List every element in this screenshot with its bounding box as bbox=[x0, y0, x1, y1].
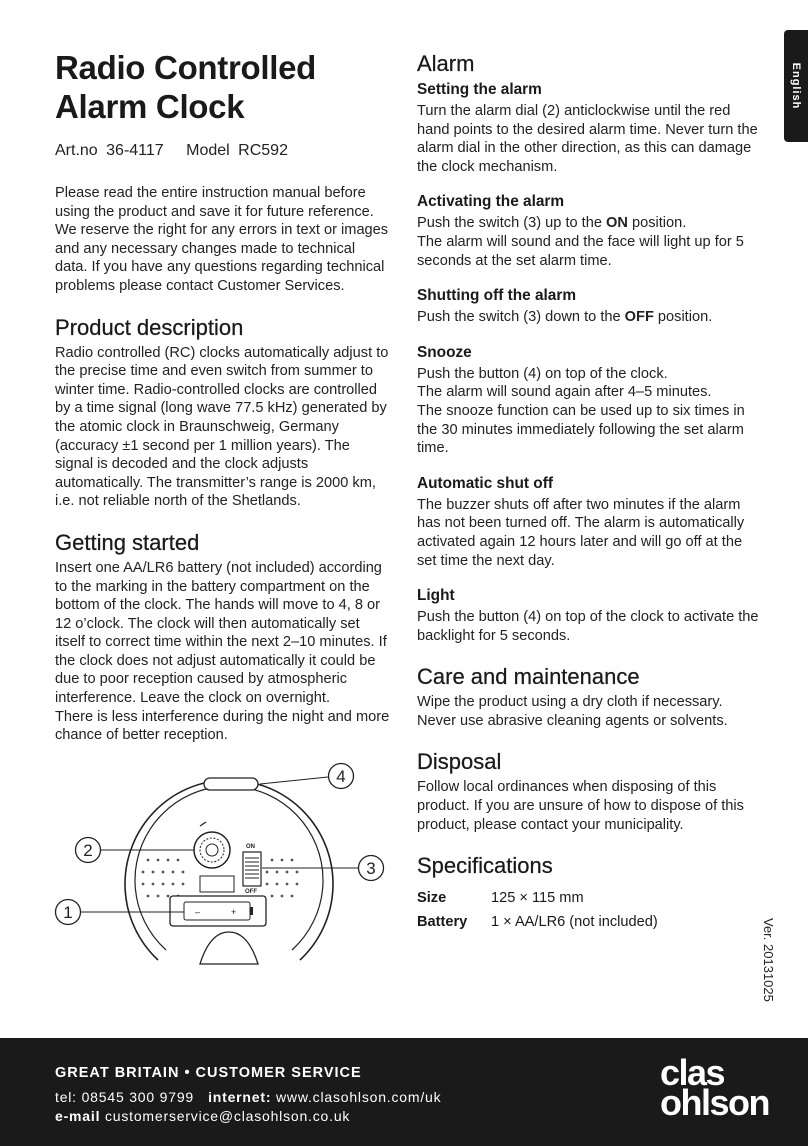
callout-2: 2 bbox=[83, 841, 93, 860]
internet-label: internet: bbox=[208, 1089, 272, 1105]
clock-rear-diagram bbox=[50, 760, 390, 990]
footer bbox=[0, 1038, 808, 1146]
battery-plus: + bbox=[231, 907, 237, 917]
callout-3: 3 bbox=[366, 859, 376, 878]
email-link[interactable]: customerservice@clasohlson.co.uk bbox=[104, 1108, 351, 1124]
auto-shutoff-text: The buzzer shuts off after two minutes if the alarm has not been turned off. The alarm is automatically activated again 12 hours later and will go off at the set time the next day. bbox=[417, 496, 745, 569]
snooze-text-1: Push the button (4) on top of the clock. bbox=[417, 365, 668, 382]
snooze-button-shape bbox=[204, 778, 258, 790]
activating-alarm-heading: Activating the alarm bbox=[417, 193, 565, 211]
light-text: Push the button (4) on top of the clock to activate the backlight for 5 seconds. bbox=[417, 609, 759, 644]
logo-line-1: clas bbox=[660, 1052, 725, 1093]
spec-value: 1 × AA/LR6 (not included) bbox=[491, 914, 658, 931]
snooze-text-2: The alarm will sound again after 4–5 minutes. bbox=[417, 384, 712, 401]
version-label: Ver. 20131025 bbox=[761, 918, 776, 1002]
care-text: Wipe the product using a dry cloth if necessary. Never use abrasive cleaning agents or solvents. bbox=[417, 694, 728, 729]
document-title bbox=[55, 48, 391, 126]
language-tab bbox=[784, 30, 808, 142]
specifications-table bbox=[417, 886, 658, 934]
footer-email bbox=[55, 1108, 350, 1124]
spec-row-battery bbox=[417, 910, 658, 934]
getting-started-text-1: Insert one AA/LR6 battery (not included) according to the marking in the battery compartment on the bottom of the clock. The hands will move to 4, 8 or 12 o’clock. The clock will then automatically set itself to correct time within the next 2–10 minutes. If the clock does not adjust automatically it could be due to poor reception caused by atmospheric interference. Leave the clock on overnight. bbox=[55, 559, 387, 707]
care-heading: Care and maintenance bbox=[417, 664, 640, 690]
activating-alarm-text-2: The alarm will sound and the face will light up for 5 seconds at the set alarm time. bbox=[417, 233, 744, 269]
spec-row-size bbox=[417, 886, 658, 910]
getting-started-text-2: There is less interference during the night and more chance of better reception. bbox=[55, 708, 390, 744]
art-value: 36-4117 bbox=[106, 142, 164, 159]
battery-shape bbox=[184, 902, 250, 920]
specifications-heading: Specifications bbox=[417, 853, 553, 879]
alarm-heading: Alarm bbox=[417, 51, 475, 76]
spec-key: Size bbox=[417, 890, 447, 907]
activating-alarm-text: Push the switch (3) up to the ON position. bbox=[417, 215, 687, 232]
language-label: English bbox=[790, 62, 802, 110]
getting-started-heading: Getting started bbox=[55, 529, 200, 555]
disposal-heading: Disposal bbox=[417, 749, 502, 775]
tel-label: tel: bbox=[55, 1089, 77, 1105]
logo-line-2: ohlson bbox=[660, 1082, 769, 1123]
spec-value: 125 × 115 mm bbox=[491, 890, 584, 907]
callout-4: 4 bbox=[336, 767, 346, 786]
footer-customer-service: GREAT BRITAIN • CUSTOMER SERVICE bbox=[55, 1065, 362, 1081]
shutting-alarm-heading: Shutting off the alarm bbox=[417, 287, 577, 305]
callout-line-4 bbox=[260, 777, 328, 784]
snooze-text-3: The snooze function can be used up to six times in the 30 minutes immediately following the set alarm time. bbox=[417, 402, 745, 457]
model-label: Model bbox=[186, 142, 230, 159]
light-heading: Light bbox=[417, 587, 455, 605]
internet-link[interactable]: www.clasohlson.com/uk bbox=[276, 1089, 442, 1105]
disposal-text: Follow local ordinances when disposing of this product. If you are unsure of how to dispose of this product, please contact your municipality. bbox=[417, 779, 744, 833]
right-column bbox=[417, 50, 762, 934]
product-heading: Product description bbox=[55, 314, 244, 340]
on-off-switch bbox=[243, 852, 261, 886]
shutting-alarm-text: Push the switch (3) down to the OFF position. bbox=[417, 309, 713, 326]
model-value: RC592 bbox=[238, 142, 288, 159]
footer-contact bbox=[55, 1089, 441, 1105]
setting-alarm-text: Turn the alarm dial (2) anticlockwise until the red hand points to the desired alarm time. Never turn the alarm dial in the other direction, as this can damage the clock mechanism. bbox=[417, 103, 758, 175]
spec-key: Battery bbox=[417, 914, 468, 931]
title-line-1: Radio Controlled bbox=[55, 49, 317, 86]
alarm-dial-center bbox=[206, 844, 218, 856]
email-label: e-mail bbox=[55, 1108, 101, 1124]
setting-alarm-heading: Setting the alarm bbox=[417, 81, 542, 98]
product-text: Radio controlled (RC) clocks automatically adjust to the precise time and even switch from summer to winter time. Radio-controlled clocks are controlled by a time signal (long wave 77.5 kHz) generated by the atomic clock in Braunschweig, Germany (accuracy ±1 second per 1 million years). The signal is decoded and the clock adjusts automatically. The transmitter’s range is 2000 km, i.e. not reliable north of the Shetlands. bbox=[55, 344, 389, 510]
battery-minus: – bbox=[195, 907, 201, 917]
title-line-2: Alarm Clock bbox=[55, 88, 245, 125]
label-window bbox=[200, 876, 234, 892]
switch-on-label: ON bbox=[246, 844, 255, 850]
tel-value[interactable]: 08545 300 9799 bbox=[81, 1089, 195, 1105]
art-label: Art.no bbox=[55, 142, 98, 159]
battery-terminal bbox=[250, 907, 253, 915]
switch-off-label: OFF bbox=[245, 889, 257, 895]
callout-1: 1 bbox=[63, 903, 73, 922]
intro-text: Please read the entire instruction manual before using the product and save it for future reference. We reserve the right for any errors in text or images and any necessary changes made to technical data. If you have any questions regarding technical problems please contact Customer Services. bbox=[55, 185, 389, 294]
auto-shutoff-heading: Automatic shut off bbox=[417, 474, 553, 492]
clas-ohlson-logo bbox=[660, 1052, 769, 1123]
article-info bbox=[55, 142, 391, 160]
snooze-heading: Snooze bbox=[417, 343, 472, 361]
left-column bbox=[55, 48, 391, 745]
